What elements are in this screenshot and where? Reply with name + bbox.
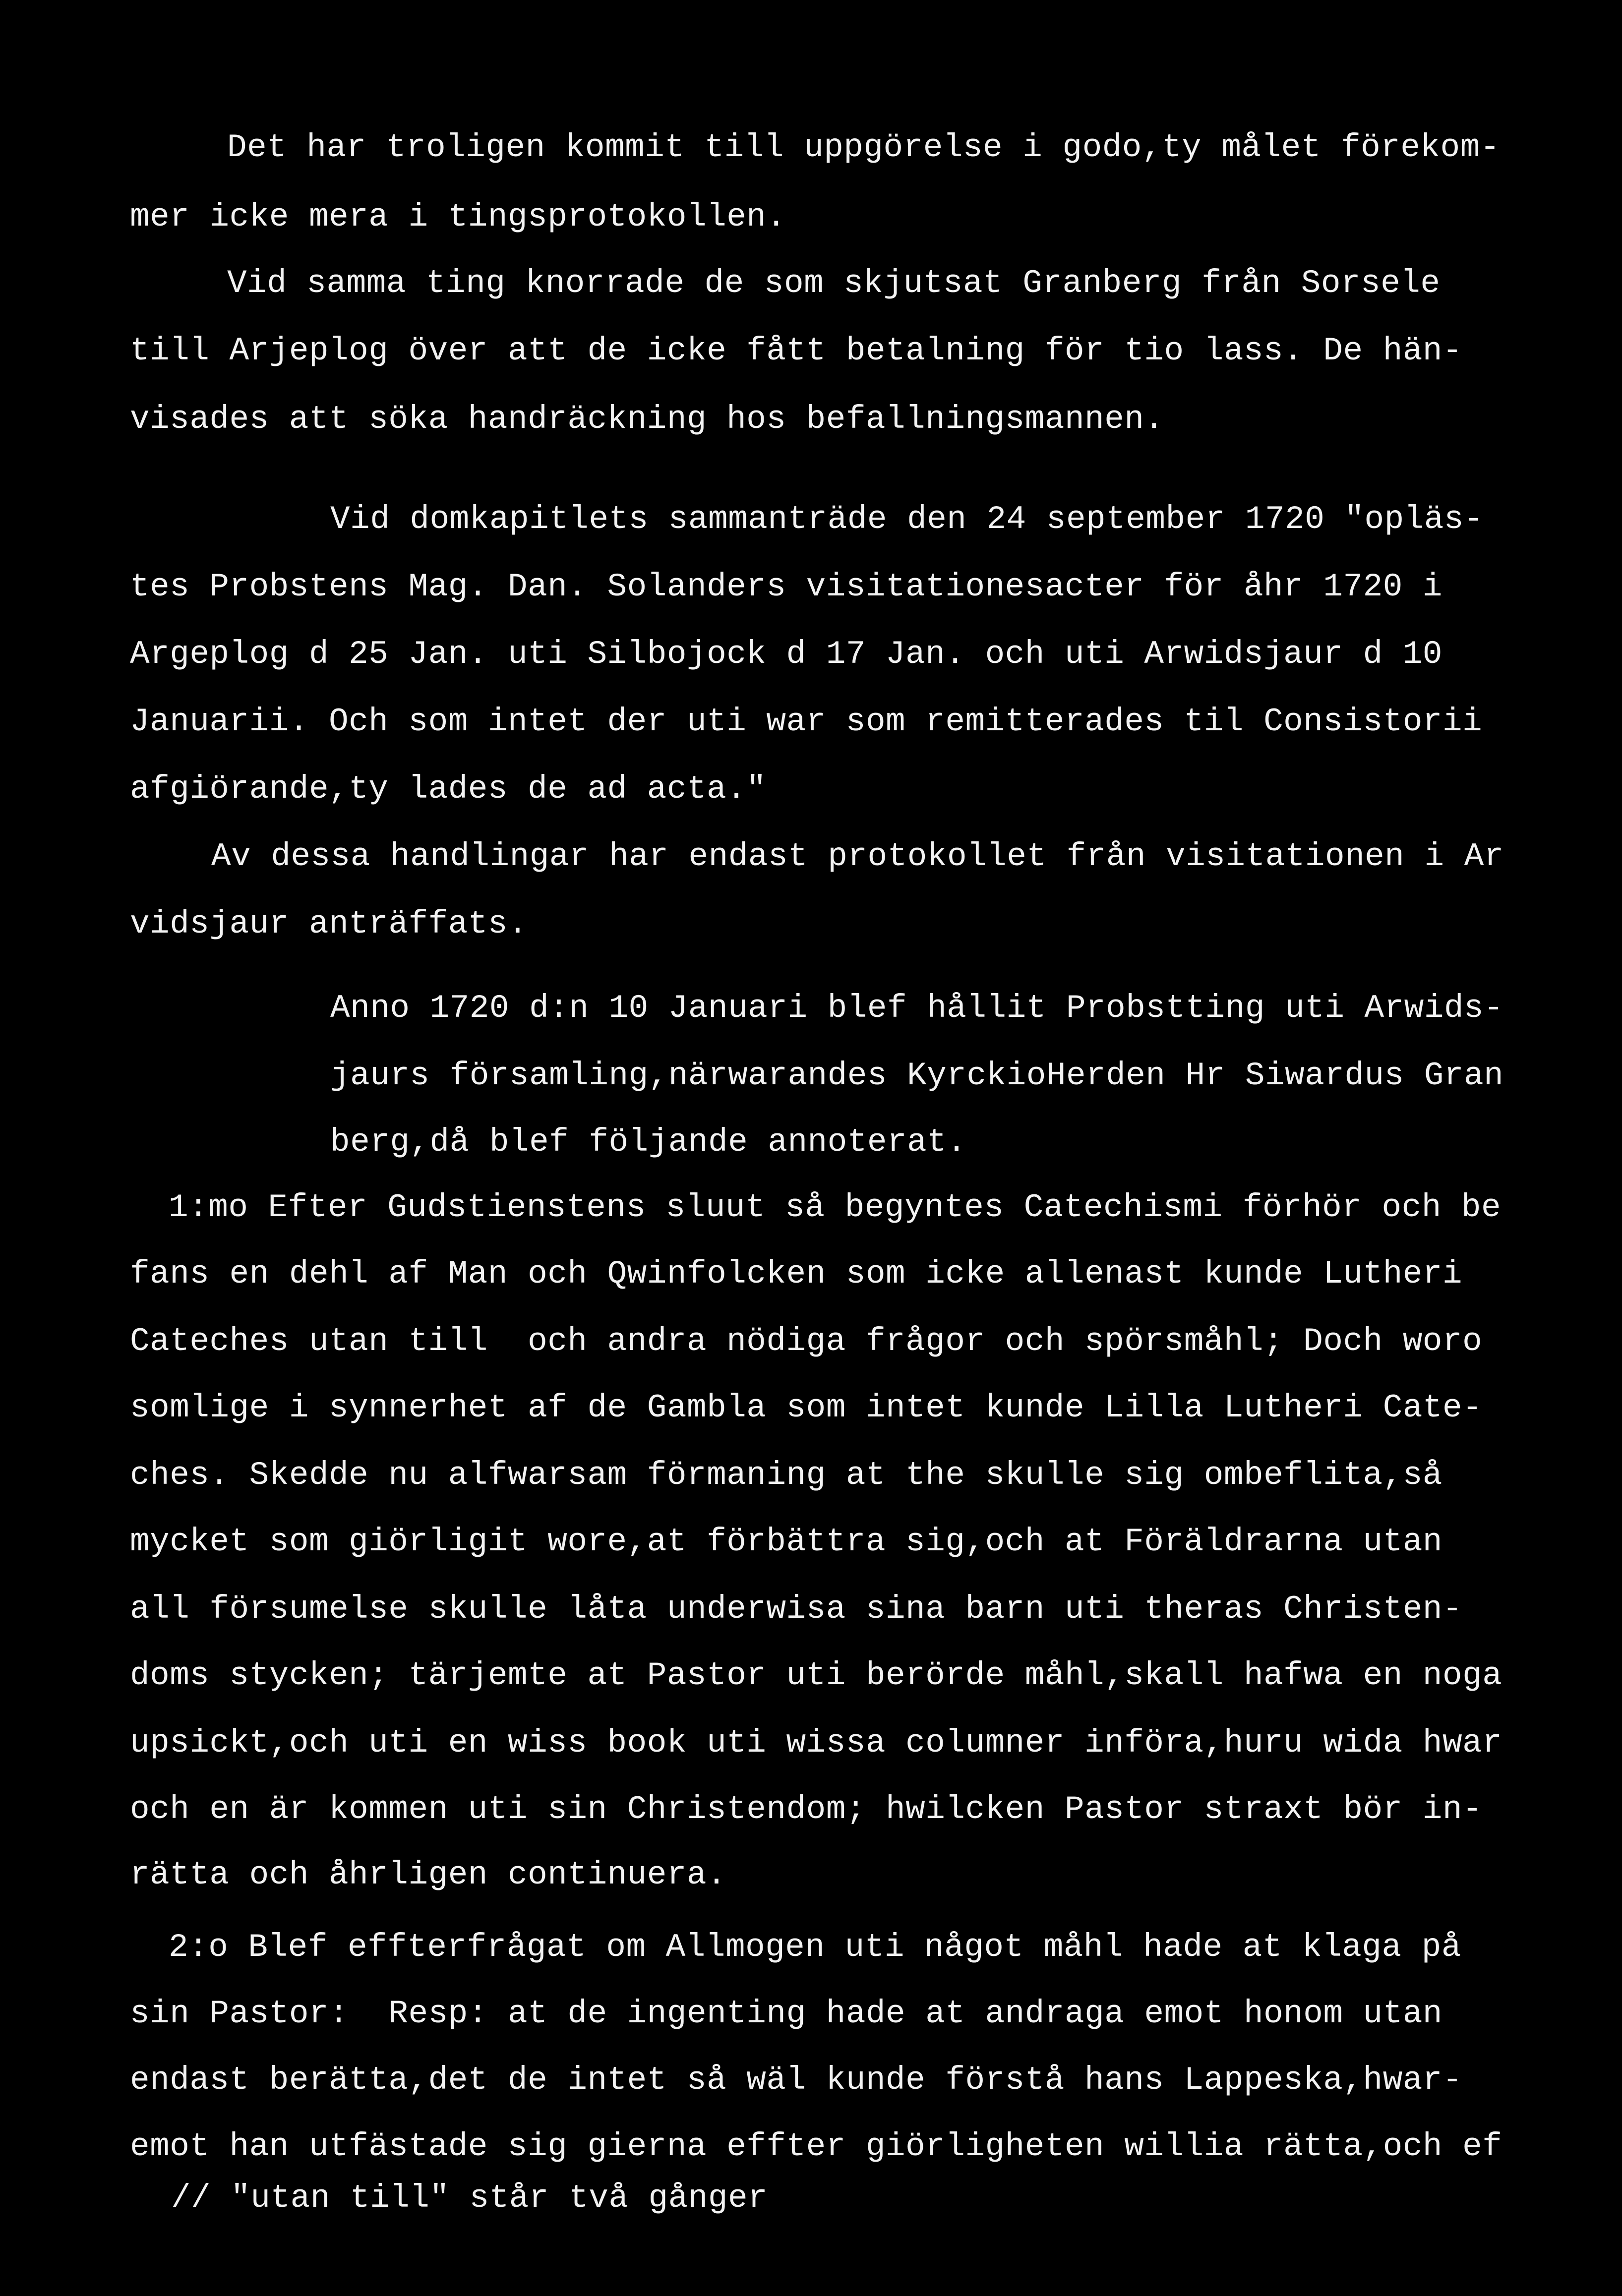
text-line: visades att söka handräckning hos befallningsmannen. xyxy=(130,401,1164,438)
text-line: berg,då blef följande annoterat. xyxy=(330,1123,967,1161)
text-line: vidsjaur anträffats. xyxy=(130,905,528,942)
text-line: Anno 1720 d:n 10 Januari blef hållit Probstting uti Arwids- xyxy=(330,990,1504,1027)
text-line: fans en dehl af Man och Qwinfolcken som icke allenast kunde Lutheri xyxy=(130,1255,1463,1293)
text-line: afgiörande,ty lades de ad acta." xyxy=(130,770,767,808)
text-line: tes Probstens Mag. Dan. Solanders visitationesacter för åhr 1720 i xyxy=(130,568,1443,605)
text-line: Av dessa handlingar har endast protokollet från visitationen i Ar xyxy=(211,838,1504,875)
text-line: 1:mo Efter Gudstienstens sluut så begyntes Catechismi förhör och be xyxy=(169,1189,1502,1226)
text-line: Argeplog d 25 Jan. uti Silbojock d 17 Jan. och uti Arwidsjaur d 10 xyxy=(130,636,1443,673)
text-line: Cateches utan till och andra nödiga frågor och spörsmåhl; Doch woro xyxy=(130,1323,1483,1360)
text-line: endast berätta,det de intet så wäl kunde förstå hans Lappeska,hwar- xyxy=(130,2061,1463,2099)
text-line: somlige i synnerhet af de Gambla som intet kunde Lilla Lutheri Cate- xyxy=(130,1389,1483,1426)
text-line: ches. Skedde nu alfwarsam förmaning at the skulle sig ombeflita,så xyxy=(130,1457,1443,1494)
text-line: rätta och åhrligen continuera. xyxy=(130,1856,727,1893)
text-line: emot han utfästade sig gierna effter giörligheten willia rätta,och ef xyxy=(130,2128,1502,2165)
text-line: till Arjeplog över att de icke fått betalning för tio lass. De hän- xyxy=(130,332,1463,369)
text-line: Vid samma ting knorrade de som skjutsat Granberg från Sorsele xyxy=(227,265,1441,302)
text-line: 2:o Blef effterfrågat om Allmogen uti något måhl hade at klaga på xyxy=(169,1929,1461,1966)
text-line: och en är kommen uti sin Christendom; hwilcken Pastor straxt bör in- xyxy=(130,1791,1483,1828)
text-line: sin Pastor: Resp: at de ingenting hade at andraga emot honom utan xyxy=(130,1995,1443,2032)
text-line: mer icke mera i tingsprotokollen. xyxy=(130,198,786,235)
text-line: Det har troligen kommit till uppgörelse i godo,ty målet förekom- xyxy=(227,129,1500,166)
text-line: all försumelse skulle låta underwisa sina barn uti theras Christen- xyxy=(130,1590,1463,1628)
text-line: Vid domkapitlets sammanträde den 24 september 1720 "opläs- xyxy=(330,501,1484,538)
text-line: upsickt,och uti en wiss book uti wissa columner införa,huru wida hwar xyxy=(130,1724,1502,1762)
text-line: doms stycken; tärjemte at Pastor uti berörde måhl,skall hafwa en noga xyxy=(130,1657,1502,1694)
text-line: mycket som giörligit wore,at förbättra sig,och at Föräldrarna utan xyxy=(130,1523,1443,1560)
footnote: // "utan till" står två gånger xyxy=(171,2179,768,2217)
text-line: Januarii. Och som intet der uti war som remitterades til Consistorii xyxy=(130,703,1483,740)
text-line: jaurs församling,närwarandes KyrckioHerden Hr Siwardus Gran xyxy=(330,1057,1504,1094)
